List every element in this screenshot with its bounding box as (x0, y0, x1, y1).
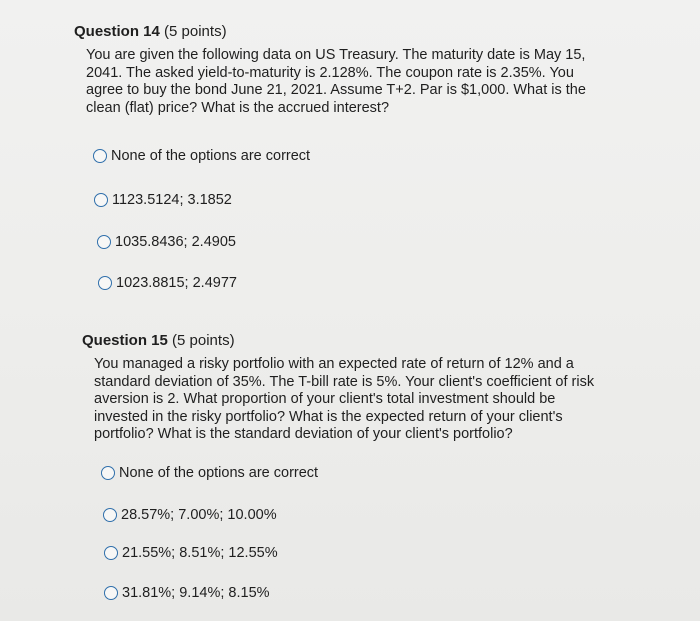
option-label: 1123.5124; 3.1852 (112, 192, 232, 208)
question-14-title: Question 14 (74, 23, 160, 40)
radio-button-icon[interactable] (98, 276, 112, 290)
option-label: 28.57%; 7.00%; 10.00% (121, 507, 277, 523)
question-15 (82, 331, 682, 444)
question-15-option-1[interactable] (101, 465, 318, 481)
question-14-text: You are given the following data on US Treasury. The maturity date is May 15, 2041. The asked yield-to-maturity is 2.128%. The coupon rate is 2.35%. You agree to buy the bond June 21, 2021. Assume T+2. Par is $1,000. What is the clean (flat) price? What is the accrued interest? (86, 47, 586, 116)
question-14-option-3[interactable] (97, 234, 236, 250)
question-14-option-2[interactable] (94, 192, 232, 208)
question-15-option-3[interactable] (104, 545, 278, 561)
radio-button-icon[interactable] (103, 508, 117, 522)
question-15-points: (5 points) (172, 332, 235, 349)
question-14 (74, 22, 674, 117)
question-14-option-4[interactable] (98, 275, 237, 291)
option-label: None of the options are correct (111, 148, 311, 164)
question-15-header (82, 331, 682, 351)
option-label: 1035.8436; 2.4905 (115, 234, 236, 250)
question-15-option-2[interactable] (103, 507, 277, 523)
option-label: None of the options are correct (119, 465, 319, 481)
radio-button-icon[interactable] (97, 235, 111, 249)
question-15-title: Question 15 (82, 332, 168, 349)
option-label: 21.55%; 8.51%; 12.55% (122, 545, 278, 561)
option-label: 1023.8815; 2.4977 (116, 275, 237, 291)
option-label: 31.81%; 9.14%; 8.15% (122, 585, 270, 601)
radio-button-icon[interactable] (94, 193, 108, 207)
question-15-text: You managed a risky portfolio with an expected rate of return of 12% and a standard deviation of 35%. The T-bill rate is 5%. Your client's coefficient of risk aversion is 2. What proportion of your client's total investment should be invested in the risky portfolio? What is the expected return of your client's portfolio? What is the standard deviation of your client's portfolio? (94, 356, 595, 442)
question-15-option-4[interactable] (104, 585, 270, 601)
radio-button-icon[interactable] (101, 466, 115, 480)
radio-button-icon[interactable] (93, 149, 107, 163)
radio-button-icon[interactable] (104, 586, 118, 600)
question-14-option-1[interactable] (93, 148, 310, 164)
radio-button-icon[interactable] (104, 546, 118, 560)
question-14-points: (5 points) (164, 23, 227, 40)
question-14-header (74, 22, 674, 42)
